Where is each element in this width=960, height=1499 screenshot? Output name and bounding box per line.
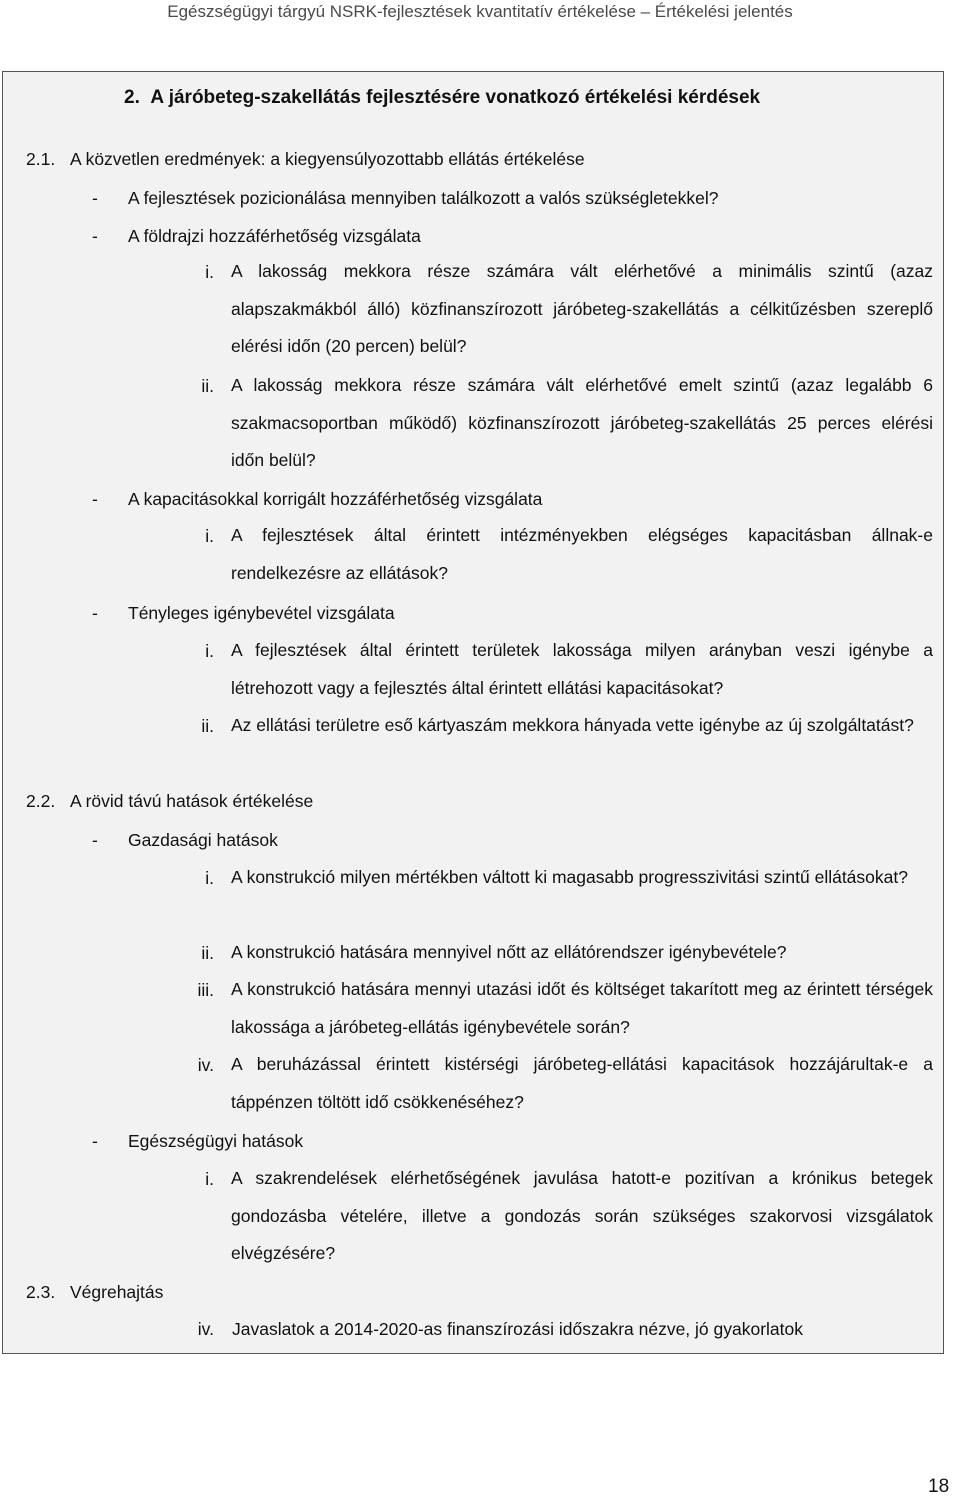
item-number: iii. xyxy=(197,980,214,1000)
item-number: iv. xyxy=(197,1319,214,1339)
question-card-count: Az ellátási területre eső kártyaszám mekkora hányada vette igénybe az új szolgáltatást? xyxy=(231,715,914,735)
subsection-capacity-access: A kapacitásokkal korrigált hozzáférhetőség vizsgálata xyxy=(128,489,543,509)
question-elevated-level-access: A lakosság mekkora része számára vált elérhetővé emelt szintű (azaz legalább 6 szakmacsoportban működő) közfinanszírozott járóbeteg-szakellátás 25 perces elérési időn belül? xyxy=(231,375,933,471)
question-system-utilization: A konstrukció hatására mennyivel nőtt az ellátórendszer igénybevétele? xyxy=(231,942,787,962)
section-2-3-number: 2.3. xyxy=(26,1282,56,1302)
question-progressivity: A konstrukció milyen mértékben váltott ki magasabb progresszivitási szintű ellátásokat? xyxy=(231,867,908,887)
section-2-2-number: 2.2. xyxy=(26,791,56,811)
question-sick-leave: A beruházással érintett kistérségi járóbeteg-ellátási kapacitások hozzájárultak-e a táppénzen töltött idő csökkenéséhez? xyxy=(231,1054,933,1112)
section-2-1-heading: A közvetlen eredmények: a kiegyensúlyozottabb ellátás értékelése xyxy=(70,149,585,169)
question-capacity: A fejlesztések által érintett intézményekben elégséges kapacitásban állnak-e rendelkezésre az ellátások? xyxy=(231,525,933,583)
question-travel-savings: A konstrukció hatására mennyi utazási időt és költséget takarított meg az érintett térségek lakossága a járóbeteg-ellátás igénybevétele során? xyxy=(231,979,933,1037)
subsection-economic-effects: Gazdasági hatások xyxy=(128,830,278,850)
subsection-actual-utilization: Tényleges igénybevétel vizsgálata xyxy=(128,603,395,623)
bullet-dash: - xyxy=(92,226,98,246)
bullet-dash: - xyxy=(92,489,98,509)
subsection-geographic-access: A földrajzi hozzáférhetőség vizsgálata xyxy=(128,226,421,246)
item-number: ii. xyxy=(201,376,214,396)
section-2-2-heading: A rövid távú hatások értékelése xyxy=(70,791,314,811)
subsection-health-effects: Egészségügyi hatások xyxy=(128,1131,304,1151)
page-number: 18 xyxy=(928,1476,950,1497)
bullet-dash: - xyxy=(92,188,98,208)
item-number: i. xyxy=(205,526,214,546)
section-2-3-heading: Végrehajtás xyxy=(70,1282,164,1302)
item-number: ii. xyxy=(201,943,214,963)
item-number: ii. xyxy=(201,716,214,736)
question-positioning: A fejlesztések pozicionálása mennyiben találkozott a valós szükségletekkel? xyxy=(128,188,719,208)
section-2-1-number: 2.1. xyxy=(26,149,56,169)
item-number: i. xyxy=(205,641,214,661)
recommendations-item: Javaslatok a 2014-2020-as finanszírozási időszakra nézve, jó gyakorlatok xyxy=(232,1319,804,1339)
running-header: Egészségügyi tárgyú NSRK-fejlesztések kvantitatív értékelése – Értékelési jelentés xyxy=(167,2,793,21)
question-chronic-care: A szakrendelések elérhetőségének javulása hatott-e pozitívan a krónikus betegek gondozásba vételére, illetve a gondozás során szükséges szakorvosi vizsgálatok elvégzésére? xyxy=(231,1168,933,1264)
item-number: i. xyxy=(205,262,214,282)
bullet-dash: - xyxy=(92,603,98,623)
section-title: 2. A járóbeteg-szakellátás fejlesztésére vonatkozó értékelési kérdések xyxy=(124,87,761,108)
bullet-dash: - xyxy=(92,1131,98,1151)
item-number: i. xyxy=(205,868,214,888)
bullet-dash: - xyxy=(92,830,98,850)
item-number: iv. xyxy=(197,1055,214,1075)
question-utilization-rate: A fejlesztések által érintett területek lakossága milyen arányban veszi igénybe a létrehozott vagy a fejlesztés által érintett ellátási kapacitásokat? xyxy=(231,640,933,698)
item-number: i. xyxy=(205,1169,214,1189)
question-minimal-level-access: A lakosság mekkora része számára vált elérhetővé a minimális szintű (azaz alapszakmákból álló) közfinanszírozott járóbeteg-szakellátás a célkitűzésben szereplő elérési időn (20 percen) belül? xyxy=(231,261,933,357)
